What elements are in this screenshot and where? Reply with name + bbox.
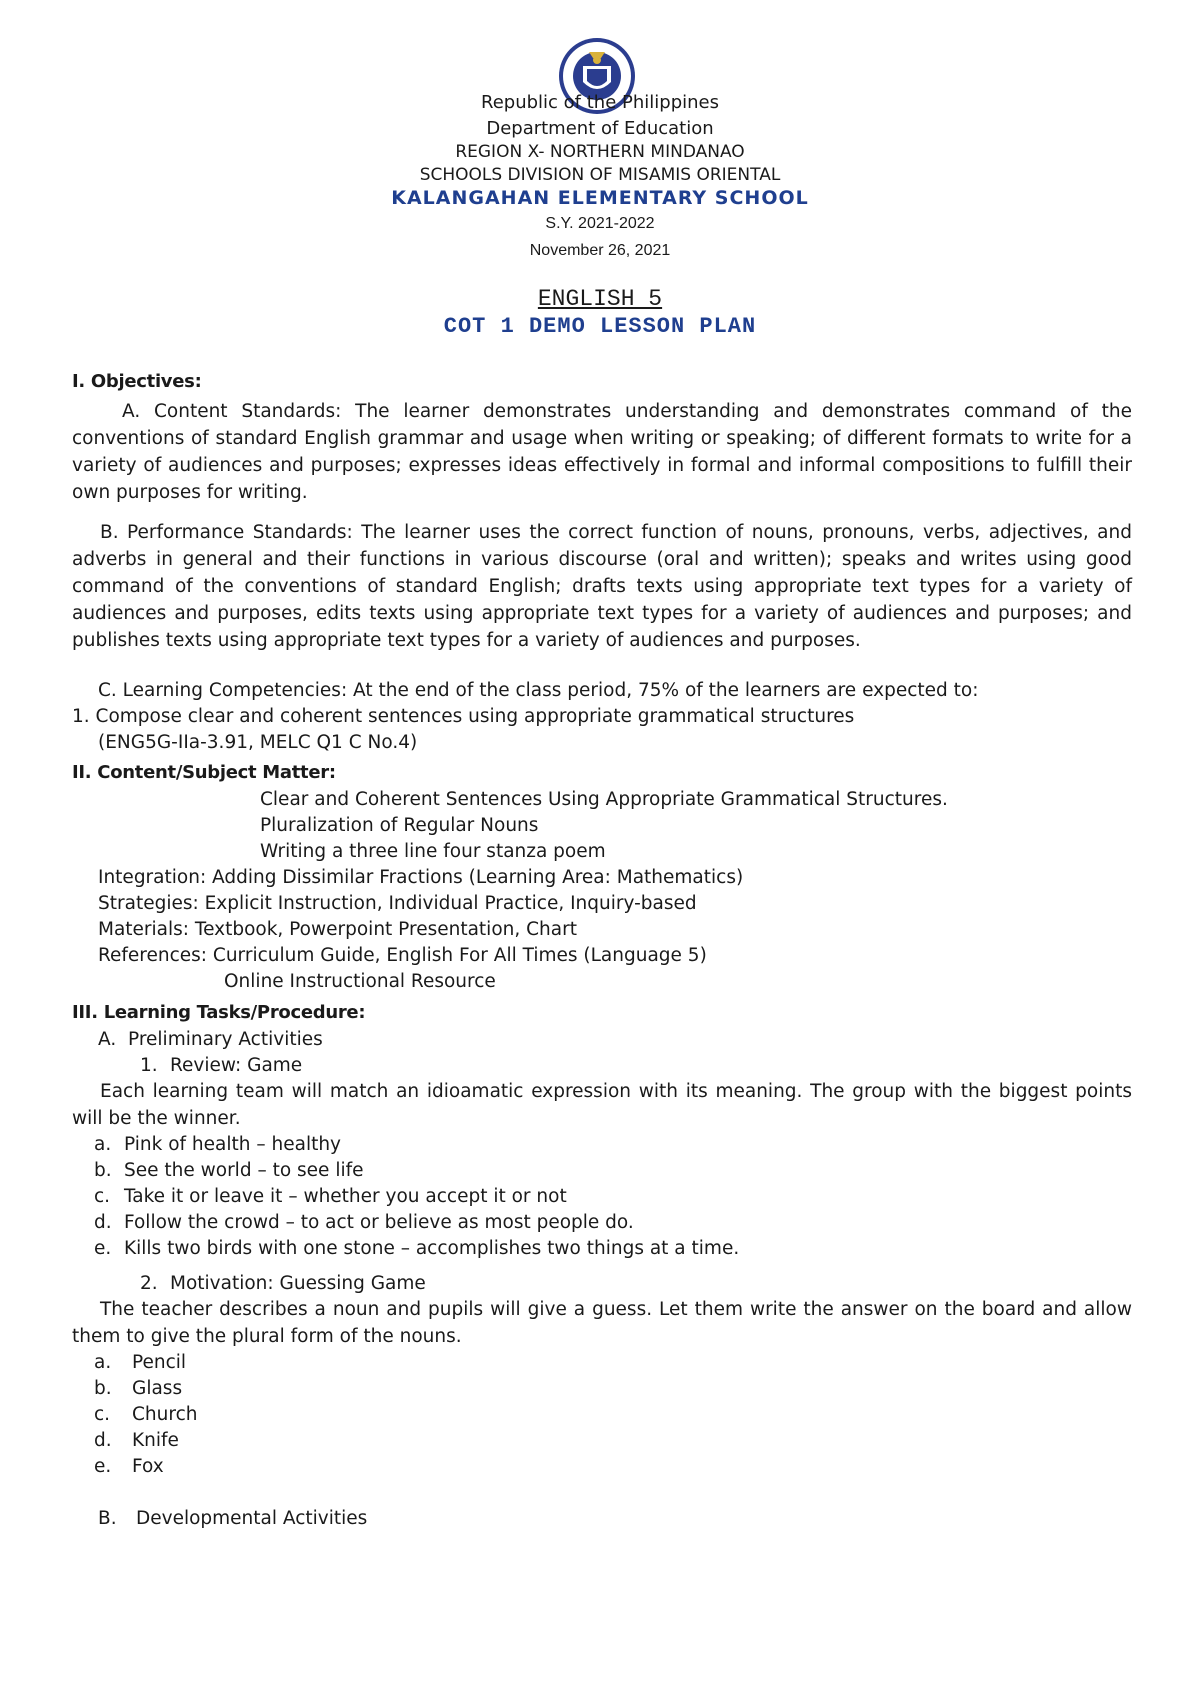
competency-1: 1. Compose clear and coherent sentences using appropriate grammatical structures (72, 706, 855, 727)
topic-3: Writing a three line four stanza poem (260, 841, 606, 862)
list-item (94, 1401, 197, 1428)
header-school: KALANGAHAN ELEMENTARY SCHOOL (391, 187, 809, 209)
competencies-text: C. Learning Competencies: At the end of the class period, 75% of the learners are expected to: (98, 680, 979, 701)
review-paragraph: Each learning team will match an idioamatic expression with its meaning. The group with the biggest points will be the winner. (72, 1081, 1132, 1129)
header-department: Department of Education (486, 118, 714, 139)
subject-title: ENGLISH 5 (537, 286, 663, 312)
materials-text: Materials: Textbook, Powerpoint Presentation, Chart (98, 919, 577, 940)
developmental-activities (98, 1505, 367, 1532)
list-text: Church (132, 1404, 198, 1425)
list-text: Pencil (132, 1352, 187, 1373)
list-text: See the world – to see life (124, 1160, 364, 1181)
list-marker: d. (94, 1212, 112, 1233)
list-marker: e. (94, 1456, 112, 1477)
header-date: November 26, 2021 (529, 242, 671, 259)
topic-1: Clear and Coherent Sentences Using Appropriate Grammatical Structures. (260, 789, 948, 810)
list-text: Pink of health – healthy (124, 1134, 342, 1155)
list-marker: c. (94, 1404, 111, 1425)
procedure-heading: III. Learning Tasks/Procedure: (72, 1002, 366, 1023)
list-marker: c. (94, 1186, 111, 1207)
list-item (94, 1427, 179, 1454)
list-item (94, 1131, 341, 1158)
plan-title: COT 1 DEMO LESSON PLAN (443, 314, 757, 339)
integration-text: Integration: Adding Dissimilar Fractions (Learning Area: Mathematics) (98, 867, 744, 888)
list-item (94, 1183, 567, 1210)
list-item (94, 1453, 164, 1480)
list-text: Follow the crowd – to act or believe as most people do. (124, 1212, 634, 1233)
list-marker: a. (94, 1352, 112, 1373)
preliminary-activities (98, 1026, 323, 1053)
list-text: Kills two birds with one stone – accomplishes two things at a time. (124, 1238, 740, 1259)
header-division: SCHOOLS DIVISION OF MISAMIS ORIENTAL (419, 165, 781, 185)
list-marker: e. (94, 1238, 112, 1259)
references-text: References: Curriculum Guide, English For All Times (Language 5) (98, 945, 707, 966)
list-text: Fox (132, 1456, 164, 1477)
competency-code: (ENG5G-IIa-3.91, MELC Q1 C No.4) (98, 732, 418, 753)
list-marker: B. (98, 1508, 117, 1529)
list-text: Take it or leave it – whether you accept it or not (124, 1186, 567, 1207)
strategies-text: Strategies: Explicit Instruction, Individual Practice, Inquiry-based (98, 893, 697, 914)
references-text-2: Online Instructional Resource (224, 971, 496, 992)
review-item (140, 1052, 302, 1079)
list-item (94, 1349, 186, 1376)
content-heading: II. Content/Subject Matter: (72, 762, 336, 783)
motivation-item (140, 1270, 426, 1297)
list-marker: b. (94, 1378, 112, 1399)
header-school-year: S.Y. 2021-2022 (545, 215, 655, 232)
list-label: Developmental Activities (136, 1508, 368, 1529)
list-marker: A. (98, 1029, 117, 1050)
list-label: Preliminary Activities (128, 1029, 323, 1050)
list-marker: a. (94, 1134, 112, 1155)
content-standards-paragraph: A. Content Standards: The learner demonstrates understanding and demonstrates command of the conventions of standard English grammar and usage when writing or speaking; of different formats to write for a variety of audiences and purposes; expresses ideas effectively in formal and informal compositions to fulfill their own purposes for writing. (72, 401, 1132, 503)
list-item (94, 1235, 739, 1262)
list-text: Glass (132, 1378, 183, 1399)
list-item (94, 1375, 182, 1402)
list-label: Motivation: Guessing Game (170, 1273, 426, 1294)
header-republic: Republic of the Philippines (481, 92, 719, 113)
list-item (94, 1209, 634, 1236)
header-region: REGION X- NORTHERN MINDANAO (455, 142, 745, 162)
objectives-heading: I. Objectives: (72, 371, 202, 392)
topic-2: Pluralization of Regular Nouns (260, 815, 539, 836)
list-text: Knife (132, 1430, 179, 1451)
list-label: Review: Game (170, 1055, 303, 1076)
list-marker: d. (94, 1430, 112, 1451)
performance-standards-paragraph: B. Performance Standards: The learner uses the correct function of nouns, pronouns, verbs, adjectives, and adverbs in general and their functions in various discourse (oral and written); speaks and writes using good command of the conventions of standard English; drafts texts using appropriate text types for a variety of audiences and purposes, edits texts using appropriate text types for a variety of audiences and purposes; and publishes texts using appropriate text types for a variety of audiences and purposes. (72, 522, 1132, 651)
list-item (94, 1157, 364, 1184)
list-marker: 1. (140, 1055, 158, 1076)
list-marker: b. (94, 1160, 112, 1181)
motivation-paragraph: The teacher describes a noun and pupils will give a guess. Let them write the answer on the board and allow them to give the plural form of the nouns. (72, 1299, 1132, 1347)
list-marker: 2. (140, 1273, 158, 1294)
